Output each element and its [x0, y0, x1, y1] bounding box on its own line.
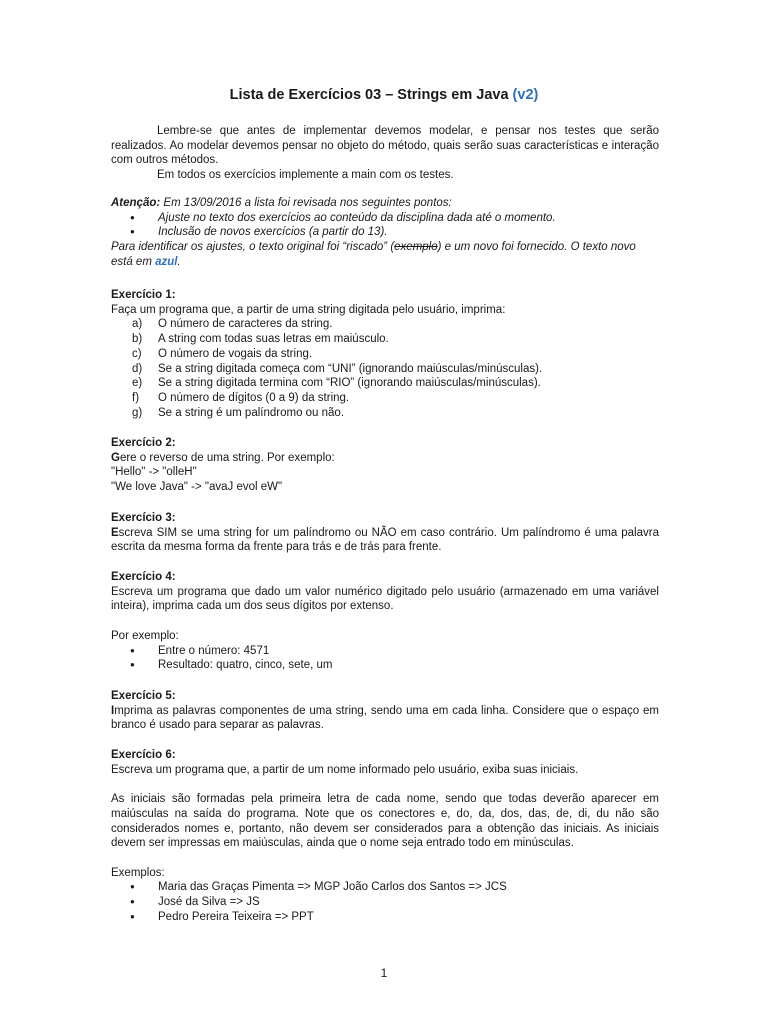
intro-paragraph-2: Em todos os exercícios implemente a main com os testes. [157, 169, 454, 182]
exercise-4 [111, 570, 659, 673]
title-version: (v2) [512, 87, 539, 103]
exercise-heading: Exercício 5: [111, 690, 176, 702]
exercise-6-list [111, 880, 659, 924]
attention-section [111, 196, 659, 270]
exercise-5 [111, 689, 659, 733]
example-line: "Hello" -> "olleH" [111, 466, 197, 479]
strike-example: exemplo [394, 241, 438, 254]
attention-list [111, 211, 659, 240]
exercise-heading: Exercício 4: [111, 571, 176, 583]
list-item: f) O número de dígitos (0 a 9) da string. [132, 391, 350, 404]
intro-paragraph: Lembre-se que antes de implementar devemos modelar, e pensar nos testes que serão realizados. Ao modelar devemos pensar no objeto do método, quais serão suas características e interação com outros métodos. [111, 125, 659, 167]
list-item: ● Ajuste no texto dos exercícios ao conteúdo da disciplina dada até o momento. [111, 211, 659, 226]
page-number: 1 [380, 966, 388, 980]
exercise-text: Faça um programa que, a partir de uma string digitada pelo usuário, imprima: [111, 303, 506, 316]
exercise-3 [111, 511, 659, 555]
example-line: "We love Java" -> "avaJ evol eW" [111, 481, 283, 494]
exercise-1 [111, 288, 659, 420]
exercise-heading: Exercício 3: [111, 512, 176, 524]
list-item: ● Maria das Graças Pimenta => MGP João Carlos dos Santos => JCS [111, 880, 659, 895]
exercise-6 [111, 748, 659, 924]
example-label: Por exemplo: [111, 629, 179, 642]
exercise-text: Gere o reverso de uma string. Por exemplo: [111, 451, 335, 464]
attention-note: Para identificar os ajustes, o texto original foi “riscado” (exemplo) e um novo foi fornecido. O texto novo está em azul. [111, 241, 636, 268]
list-item: g) Se a string é um palíndromo ou não. [132, 406, 345, 419]
list-item: ● José da Silva => JS [111, 895, 659, 910]
list-item: e) Se a string digitada termina com “RIO” (ignorando maiúsculas/minúsculas). [132, 377, 541, 390]
intro-section [111, 124, 659, 183]
exercise-text: Imprima as palavras componentes de uma string, sendo uma em cada linha. Considere que o espaço em branco é usado para separar as palavras. [111, 704, 659, 732]
exercise-heading: Exercício 2: [111, 437, 176, 449]
attention-text: Em 13/09/2016 a lista foi revisada nos seguintes pontos: [163, 197, 452, 209]
exercise-1-list [111, 317, 659, 420]
exercise-text: Escreva um programa que, a partir de um nome informado pelo usuário, exiba suas iniciais. [111, 763, 579, 776]
attention-label: Atenção: [111, 197, 161, 209]
list-item: a) O número de caracteres da string. [132, 318, 333, 331]
title-main: Lista de Exercícios 03 – Strings em Java [229, 87, 509, 103]
blue-example: azul [155, 255, 178, 268]
exercise-heading: Exercício 6: [111, 749, 176, 761]
list-item: ● Entre o número: 4571 [111, 644, 659, 659]
list-item: ● Inclusão de novos exercícios (a partir do 13). [111, 225, 659, 240]
list-item: b) A string com todas suas letras em maiúsculo. [132, 333, 389, 346]
list-item: c) O número de vogais da string. [132, 347, 313, 360]
list-item: ● Resultado: quatro, cinco, sete, um [111, 658, 659, 673]
exercise-heading: Exercício 1: [111, 289, 176, 301]
exercise-paragraph: As iniciais são formadas pela primeira letra de cada nome, sendo que todas deverão aparecer em maiúsculas na saída do programa. Note que os conectores e, do, da, dos, das, de, di, du não são considerados nomes e, portanto, não devem ser considerados para a obtenção das iniciais. As iniciais devem ser impressas em maiúsculas, ainda que o nome seja entrado todo em minúsculas. [111, 793, 659, 850]
exercise-2 [111, 436, 659, 495]
list-item: d) Se a string digitada começa com “UNI” (ignorando maiúsculas/minúsculas). [132, 362, 543, 375]
examples-label: Exemplos: [111, 866, 165, 879]
exercise-4-list [111, 644, 659, 673]
page-title [0, 88, 768, 103]
attention-line [111, 196, 659, 211]
exercise-text: Escreva um programa que dado um valor numérico digitado pelo usuário (armazenado em uma variável inteira), imprima cada um dos seus dígitos por extenso. [111, 585, 659, 613]
list-item: ● Pedro Pereira Teixeira => PPT [111, 910, 659, 925]
exercise-text: Escreva SIM se uma string for um palíndromo ou NÃO em caso contrário. Um palíndromo é uma palavra escrita da mesma forma da frente para trás e de trás para frente. [111, 526, 659, 554]
